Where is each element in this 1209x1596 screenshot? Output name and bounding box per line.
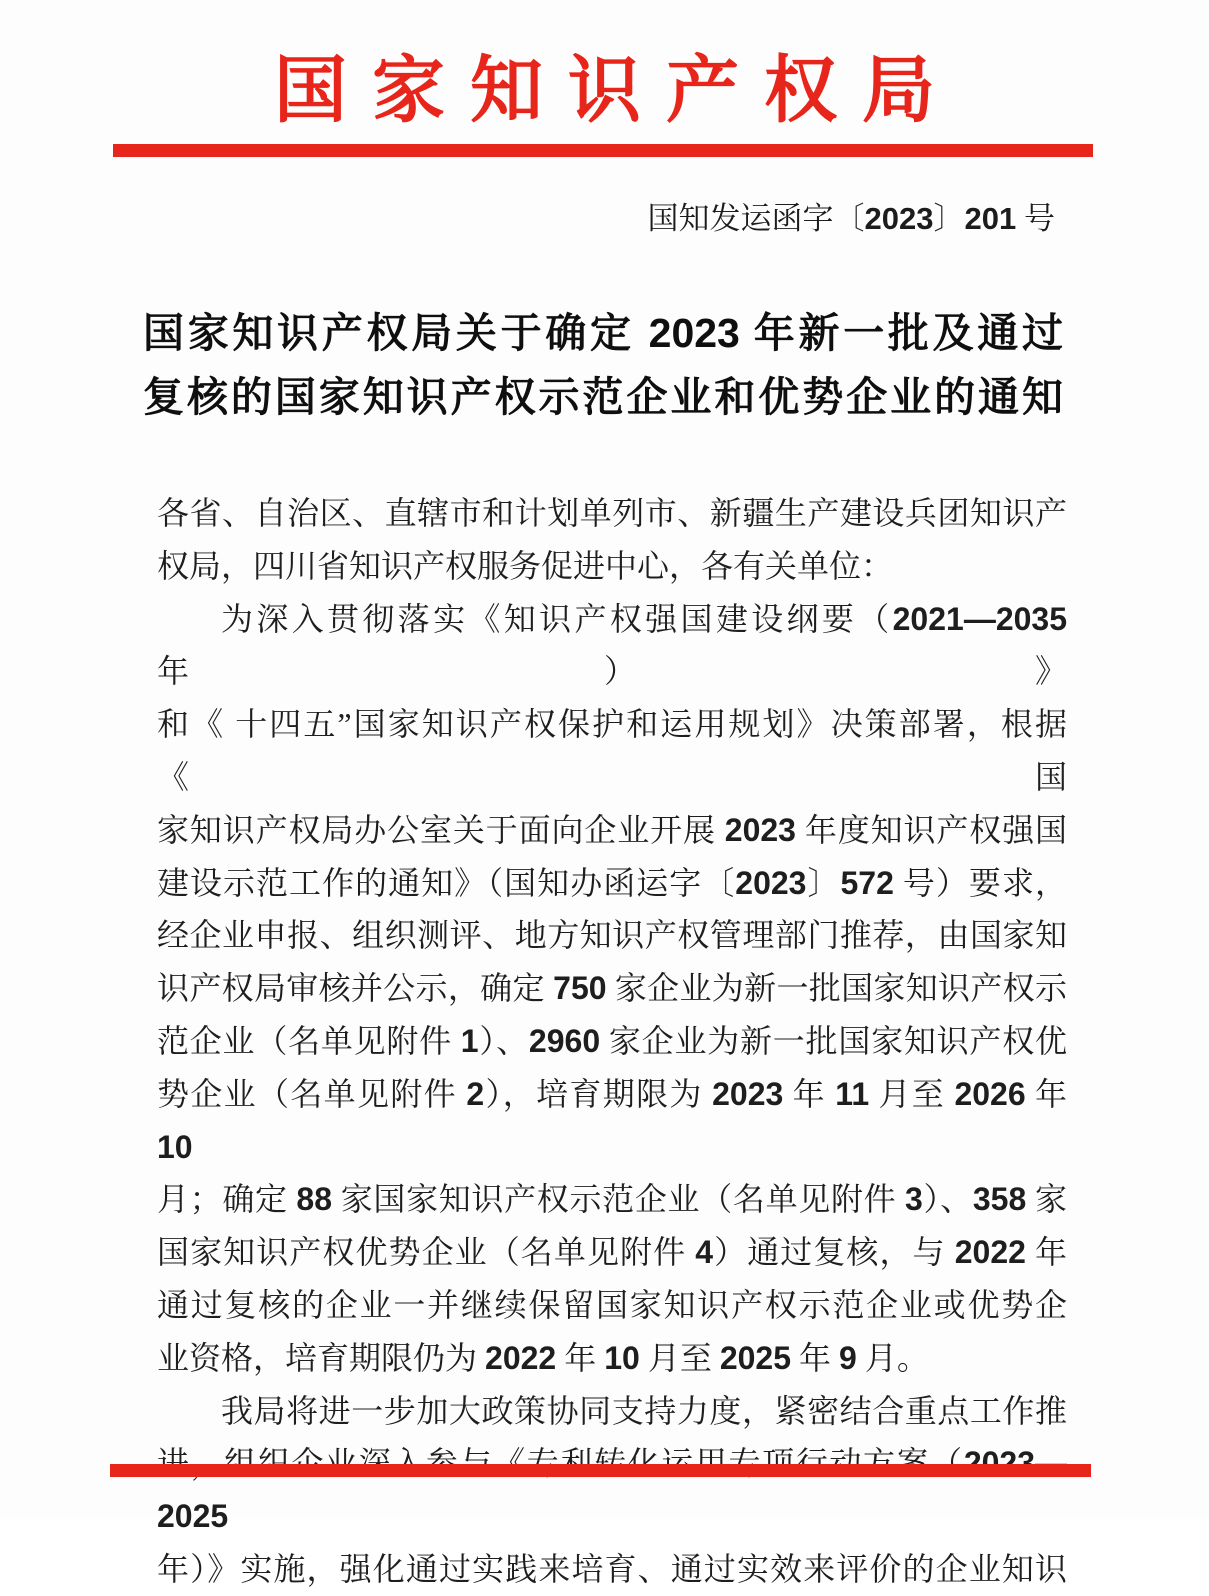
body-line: 势企业（名单见附件 2），培育期限为 2023 年 11 月至 2026 年 10	[157, 1075, 1067, 1165]
body-line: 家知识产权局办公室关于面向企业开展 2023 年度知识产权强国	[157, 811, 1067, 848]
body-line: 建设示范工作的通知》（国知办函运字〔2023〕572 号）要求，	[157, 864, 1067, 901]
body-text	[157, 487, 1067, 1596]
body-line: 我局将进一步加大政策协同支持力度，紧密结合重点工作推	[221, 1392, 1067, 1429]
doc-number: 国知发运函字〔2023〕201 号	[647, 201, 1055, 236]
body-line: 权局，四川省知识产权服务促进中心，各有关单位：	[157, 547, 894, 584]
notice-title-line-2: 复核的国家知识产权示范企业和优势企业的通知	[143, 374, 1063, 420]
body-line: 识产权局审核并公示，确定 750 家企业为新一批国家知识产权示	[157, 970, 1067, 1007]
notice-title-line-1: 国家知识产权局关于确定 2023 年新一批及通过	[143, 310, 1064, 356]
body-line: 和《 十四五”国家知识产权保护和运用规划》决策部署，根据《国	[157, 706, 1067, 795]
body-line: 经企业申报、组织测评、地方知识产权管理部门推荐，由国家知	[157, 917, 1067, 954]
letterhead-agency-name: 国家知识产权局	[274, 50, 960, 131]
body-line: 年）》实施，强化通过实践来培育、通过实效来评价的企业知识	[157, 1550, 1067, 1587]
footer-divider	[110, 1464, 1091, 1477]
body-line: 月；确定 88 家国家知识产权示范企业（名单见附件 3）、358 家	[157, 1181, 1067, 1218]
body-line: 范企业（名单见附件 1）、2960 家企业为新一批国家知识产权优	[157, 1022, 1067, 1059]
letterhead-divider-top	[113, 144, 1093, 157]
body-line: 各省、自治区、直辖市和计划单列市、新疆生产建设兵团知识产	[157, 495, 1067, 531]
body-line: 进，组织企业深入参与《专利转化运用专项行动方案（2023—2025	[157, 1445, 1067, 1535]
body-line: 为深入贯彻落实《知识产权强国建设纲要（2021—2035 年）》	[157, 600, 1067, 690]
body-line: 通过复核的企业一并继续保留国家知识产权示范企业或优势企	[157, 1286, 1067, 1323]
doc-number-row	[157, 196, 1069, 242]
body-line: 国家知识产权优势企业（名单见附件 4）通过复核，与 2022 年	[157, 1234, 1067, 1271]
body-line: 业资格，培育期限仍为 2022 年 10 月至 2025 年 9 月。	[157, 1339, 929, 1376]
notice-title	[143, 301, 1063, 429]
